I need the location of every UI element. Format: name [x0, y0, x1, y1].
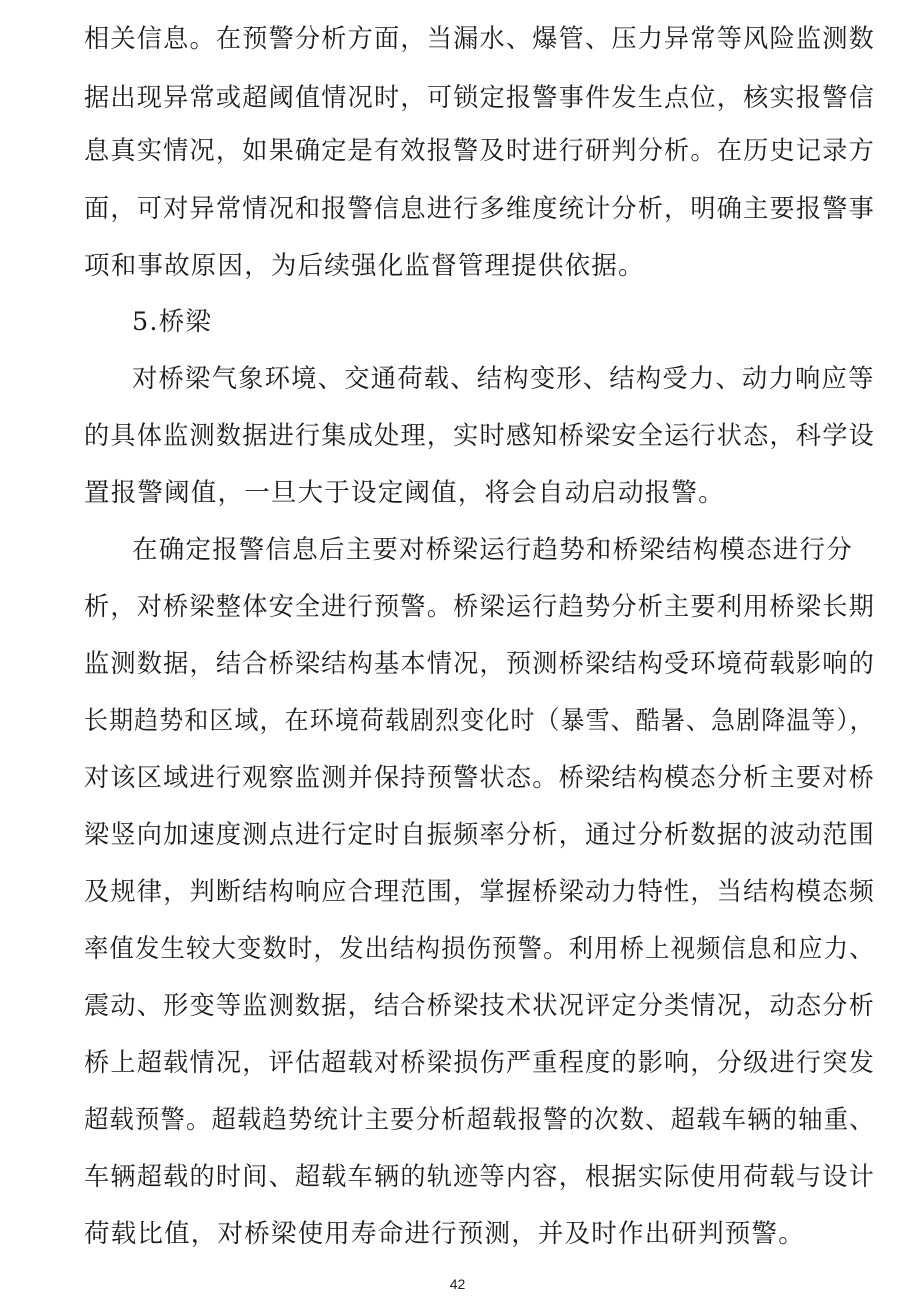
text-line: 梁竖向加速度测点进行定时自振频率分析，通过分析数据的波动范围 [84, 820, 876, 850]
text-line: 置报警阈值，一旦大于设定阈值，将会自动启动报警。 [84, 478, 725, 508]
text-line: 析，对桥梁整体安全进行预警。桥梁运行趋势分析主要利用桥梁长期 [84, 592, 876, 622]
text-line: 息真实情况，如果确定是有效报警及时进行研判分析。在历史记录方 [84, 136, 876, 166]
text-line: 桥上超载情况，评估超载对桥梁损伤严重程度的影响，分级进行突发 [84, 1048, 876, 1078]
paragraph-first-line: 对桥梁气象环境、交通荷载、结构变形、结构受力、动力响应等 [132, 364, 875, 394]
text-line: 震动、形变等监测数据，结合桥梁技术状况评定分类情况，动态分析 [84, 991, 876, 1021]
text-line: 据出现异常或超阈值情况时，可锁定报警事件发生点位，核实报警信 [84, 83, 876, 113]
text-line: 项和事故原因，为后续强化监督管理提供依据。 [84, 251, 645, 281]
text-line: 面，可对异常情况和报警信息进行多维度统计分析，明确主要报警事 [84, 194, 876, 224]
text-line: 监测数据，结合桥梁结构基本情况，预测桥梁结构受环境荷载影响的 [84, 649, 876, 679]
text-line: 的具体监测数据进行集成处理，实时感知桥梁安全运行状态，科学设 [84, 421, 876, 451]
text-line: 荷载比值，对桥梁使用寿命进行预测，并及时作出研判预警。 [84, 1219, 805, 1249]
page-number: 42 [449, 1276, 466, 1292]
text-line: 相关信息。在预警分析方面，当漏水、爆管、压力异常等风险监测数 [84, 24, 876, 54]
text-line: 超载预警。超载趋势统计主要分析超载报警的次数、超载车辆的轴重、 [84, 1105, 875, 1135]
text-line: 长期趋势和区域，在环境荷载剧烈变化时（暴雪、酷暑、急剧降温等）， [84, 706, 875, 736]
text-line: 率值发生较大变数时，发出结构损伤预警。利用桥上视频信息和应力、 [84, 934, 875, 964]
paragraph-first-line: 在确定报警信息后主要对桥梁运行趋势和桥梁结构模态进行分 [132, 535, 853, 565]
text-line: 及规律，判断结构响应合理范围，掌握桥梁动力特性，当结构模态频 [84, 877, 876, 907]
section-heading: 5.桥梁 [132, 307, 213, 337]
text-line: 对该区域进行观察监测并保持预警状态。桥梁结构模态分析主要对桥 [84, 763, 876, 793]
text-line: 车辆超载的时间、超载车辆的轨迹等内容，根据实际使用荷载与设计 [84, 1162, 876, 1192]
